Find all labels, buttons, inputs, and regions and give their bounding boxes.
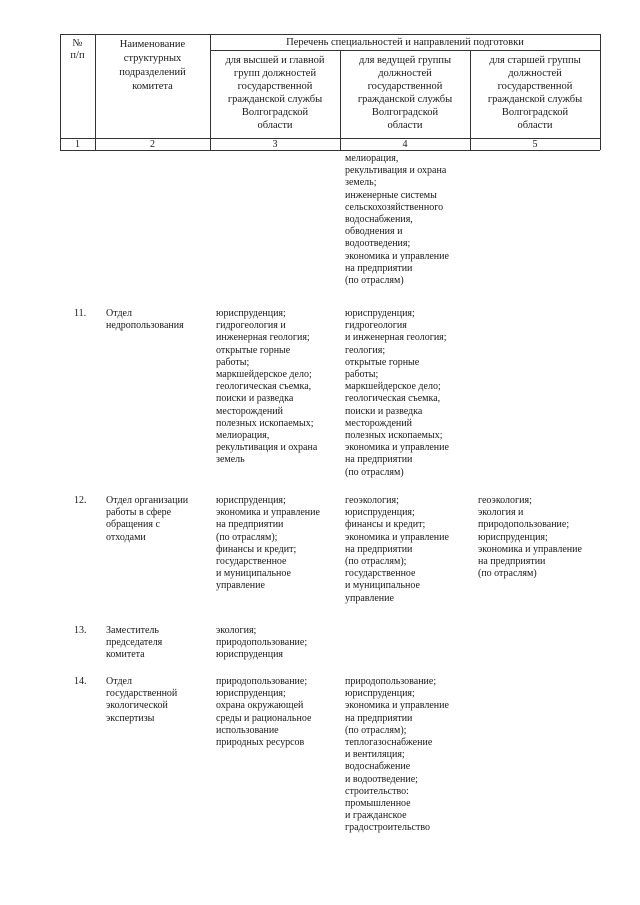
number-row-border <box>60 150 600 151</box>
row-department: Отдел недропользования <box>106 308 184 332</box>
header-col-elder-group: для старшей группы должностей государственной гражданской службы Волгоградской области <box>487 55 583 131</box>
row-number: 14. <box>74 676 87 687</box>
column-number: 3 <box>272 139 278 150</box>
header-col-number: № п/п <box>70 38 85 61</box>
row-col4: природопользование; юриспруденция; экономика и управление на предприятии (по отраслям); теплогазоснабжение и вентиляция; водоснабжение и водоотведение; строительство: промышленное и гражданское градостроительство <box>345 676 449 834</box>
continuation-col4: мелиорация, рекультивация и охрана земель; инженерные системы сельскохозяйственного водоснабжения, обводнения и водоотведения; экономика и управление на предприятии (по отраслям) <box>345 153 449 287</box>
table-header <box>60 34 600 150</box>
row-col4: геоэкология; юриспруденция; финансы и кредит; экономика и управление на предприятии (по отраслям); государственное и муниципальное управление <box>345 495 449 604</box>
column-number: 1 <box>75 139 80 150</box>
header-col-senior-groups: для высшей и главной групп должностей государственной гражданской службы Волгоградской области <box>225 55 325 131</box>
row-department: Заместитель председателя комитета <box>106 625 163 661</box>
row-col3: юриспруденция; экономика и управление на предприятии (по отраслям); финансы и кредит; государственное и муниципальное управление <box>216 495 320 592</box>
column-number: 4 <box>402 139 408 150</box>
row-col3: природопользование; юриспруденция; охрана окружающей среды и рациональное использование природных ресурсов <box>216 676 312 749</box>
row-col3: юриспруденция; гидрогеология и инженерная геология; открытые горные работы; маркшейдерское дело; геологическая съемка, поиски и разведка месторождений полезных ископаемых; мелиорация, рекультивация и охрана земель <box>216 308 318 466</box>
header-col-divider <box>600 34 601 150</box>
column-number: 5 <box>532 139 538 150</box>
row-number: 11. <box>74 308 87 319</box>
header-top-border <box>60 34 600 35</box>
row-number: 12. <box>74 495 87 506</box>
header-col-leading-group: для ведущей группы должностей государственной гражданской службы Волгоградской области <box>357 55 453 131</box>
row-number: 13. <box>74 625 87 636</box>
column-number: 2 <box>150 139 155 150</box>
row-col5: геоэкология; экология и природопользование; юриспруденция; экономика и управление на предприятии (по отраслям) <box>478 495 582 580</box>
header-col-name: Наименование структурных подразделений комитета <box>119 39 186 92</box>
row-department: Отдел организации работы в сфере обращения с отходами <box>106 495 189 543</box>
row-department: Отдел государственной экологической экспертизы <box>106 676 178 724</box>
row-col3: экология; природопользование; юриспруденция <box>216 625 308 661</box>
header-span-title: Перечень специальностей и направлений подготовки <box>286 37 524 48</box>
row-col4: юриспруденция; гидрогеология и инженерная геология; геология; открытые горные работы; маркшейдерское дело; геологическая съемка, поиски и разведка месторождений полезных ископаемых; экономика и управление на предприятии (по отраслям) <box>345 308 449 478</box>
header-span-divider <box>210 50 600 51</box>
